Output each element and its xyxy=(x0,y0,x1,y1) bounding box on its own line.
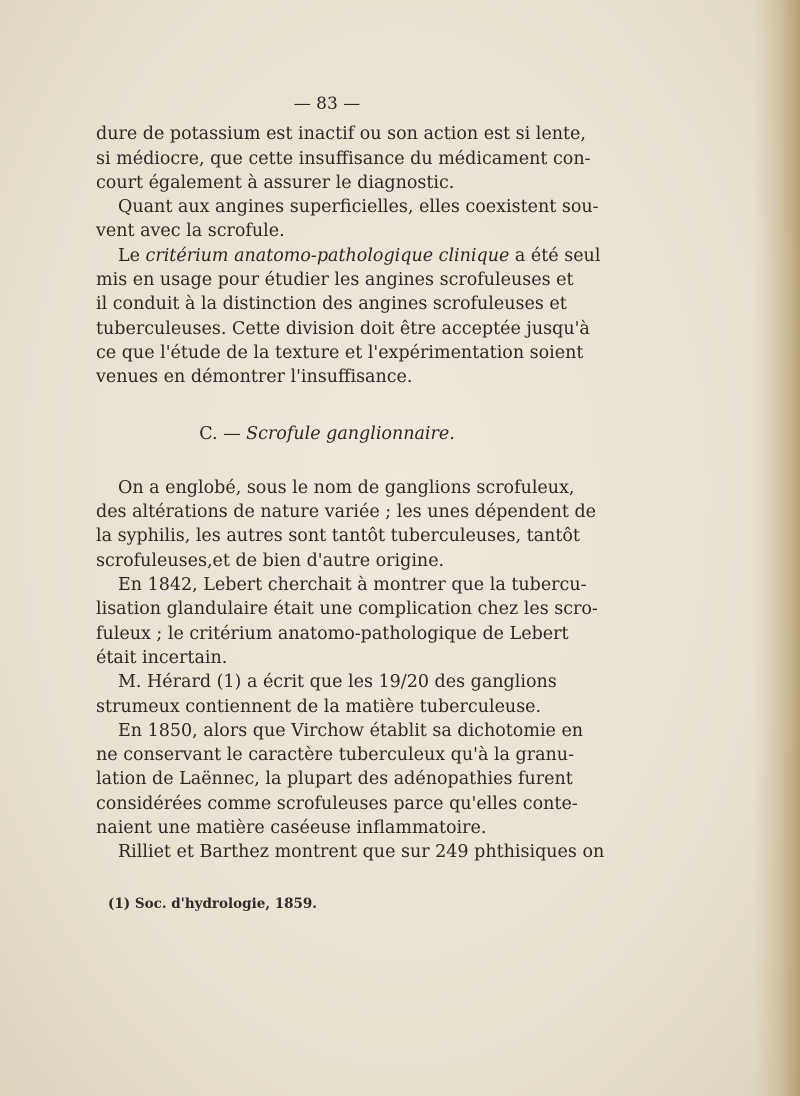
paragraph-4 xyxy=(96,476,597,573)
text-line: En 1842, Lebert cherchait à montrer que la tubercu- xyxy=(118,575,587,596)
heading-prefix: C. — xyxy=(199,423,247,444)
paragraph-5 xyxy=(96,573,598,670)
text-line: tuberculeuses. Cette division doit être acceptée jusqu'à xyxy=(96,318,590,339)
text-line: ne conservant le caractère tuberculeux qu'à la granu- xyxy=(96,745,574,766)
text-line: si médiocre, que cette insuffisance du médicament con- xyxy=(96,148,591,169)
paragraph-6 xyxy=(96,670,557,719)
text-line: En 1850, alors que Virchow établit sa dichotomie en xyxy=(118,720,584,741)
paragraph-1 xyxy=(96,122,591,195)
text-line: dure de potassium est inactif ou son action est si lente, xyxy=(96,124,586,145)
text-line: strumeux contiennent de la matière tuberculeuse. xyxy=(96,696,542,717)
heading-title: Scrofule ganglionnaire. xyxy=(246,423,455,444)
text-line: mis en usage pour étudier les angines scrofuleuses et xyxy=(96,270,574,291)
paragraph-2 xyxy=(96,195,599,244)
text-line: lisation glandulaire était une complication chez les scro- xyxy=(96,599,598,620)
text-line: M. Hérard (1) a écrit que les 19/20 des ganglions xyxy=(118,672,557,693)
text-line: des altérations de nature variée ; les unes dépendent de xyxy=(96,502,597,523)
text-line: On a englobé, sous le nom de ganglions scrofuleux, xyxy=(118,477,575,498)
text-line: Quant aux angines superficielles, elles coexistent sou- xyxy=(118,197,599,218)
page-number: — 83 — xyxy=(293,94,361,114)
text-line: ce que l'étude de la texture et l'expérimentation soient xyxy=(96,342,584,363)
footnote: (1) Soc. d'hydrologie, 1859. xyxy=(108,896,317,912)
text-line: court également à assurer le diagnostic. xyxy=(96,172,455,193)
text-line xyxy=(96,244,601,268)
text-line: scrofuleuses,et de bien d'autre origine. xyxy=(96,550,445,571)
text-line: considérées comme scrofuleuses parce qu'elles conte- xyxy=(96,793,578,814)
text-line: la syphilis, les autres sont tantôt tuberculeuses, tantôt xyxy=(96,526,580,547)
text-line: naient une matière caséeuse inflammatoire. xyxy=(96,818,487,839)
text-line: vent avec la scrofule. xyxy=(96,221,285,242)
page-edge-shadow xyxy=(754,0,800,1096)
body-text xyxy=(96,92,605,865)
section-heading xyxy=(96,422,548,446)
paragraph-3 xyxy=(96,244,601,390)
italic-term: critérium anatomo-pathologique clinique xyxy=(145,245,510,266)
text-line: Rilliet et Barthez montrent que sur 249 phthisiques on xyxy=(118,842,605,863)
text-line: fuleux ; le critérium anatomo-pathologique de Lebert xyxy=(96,623,569,644)
text-line: il conduit à la distinction des angines scrofuleuses et xyxy=(96,294,567,315)
text-line: lation de Laënnec, la plupart des adénopathies furent xyxy=(96,769,573,790)
paragraph-8 xyxy=(96,840,605,864)
text-line: était incertain. xyxy=(96,647,228,668)
paragraph-7 xyxy=(96,719,584,840)
text-run: Le xyxy=(118,245,146,266)
text-run: a été seul xyxy=(509,245,601,266)
text-line: venues en démontrer l'insuffisance. xyxy=(96,367,413,388)
